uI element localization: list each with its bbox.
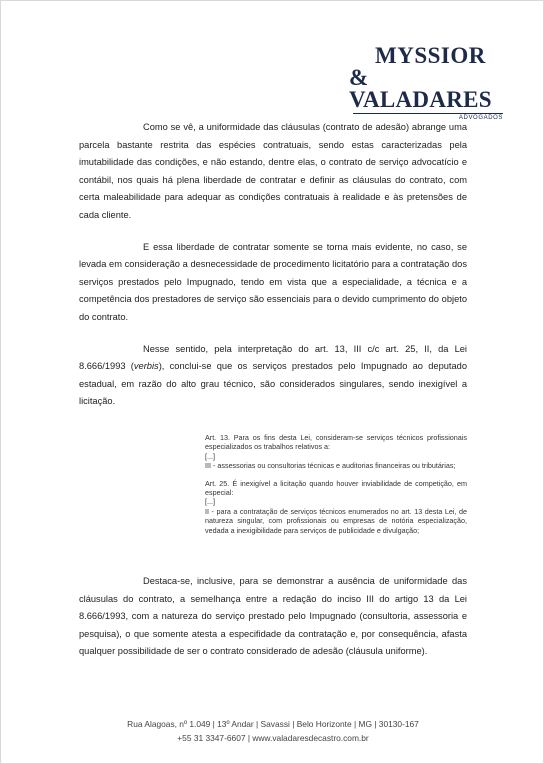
art13-heading: Art. 13. Para os fins desta Lei, consideram-se serviços técnicos profissionais especializados os trabalhos relativos a: <box>205 433 467 452</box>
paragraph-3 <box>79 341 467 411</box>
art13-ellipsis: [...] <box>205 451 215 461</box>
paragraph-3-italic: verbis <box>133 361 159 372</box>
footer-address: Rua Alagoas, nº 1.049 | 13º Andar | Savassi | Belo Horizonte | MG | 30130-167 <box>127 719 419 729</box>
paragraph-1 <box>79 119 467 225</box>
paragraph-2 <box>79 239 467 327</box>
paragraph-4: Destaca-se, inclusive, para se demonstrar a ausência de uniformidade das cláusulas do contrato, a semelhança entre a redação do inciso III do artigo 13 da Lei 8.666/1993, com a natureza do serviço prestado pelo Impugnado (consultoria, assessoria e pesquisa), o que somente atesta a especifidade da contratação e, por consequência, afasta qualquer possibilidade de ser o contrato considerado de adesão (cláusula uniforme). <box>79 576 467 657</box>
art25-item: II - para a contratação de serviços técnicos enumerados no art. 13 desta Lei, de natureza singular, com profissionais ou empresas de notória especialização, vedada a inexigibilidade para serviços de publicidade e divulgação; <box>205 506 467 535</box>
logo-line-1: MYSSIOR <box>375 43 486 68</box>
logo-divider <box>353 113 503 114</box>
footer-contact: +55 31 3347-6607 | www.valadaresdecastro.com.br <box>177 733 369 743</box>
art25-ellipsis: [...] <box>205 497 215 507</box>
body-text <box>79 119 467 425</box>
logo-line-2: & VALADARES <box>349 65 492 112</box>
closing-text <box>79 573 467 661</box>
paragraph-2-text: E essa liberdade de contratar somente se torna mais evidente, no caso, se levada em consideração a desnecessidade de procedimento licitatório para a contratação dos serviços prestados pelo Impugnado, tendo em vista que a especialidade, a técnica e a competência dos prestadores de serviço são essenciais para o devido cumprimento do objeto do contrato. <box>79 241 467 322</box>
page-footer <box>1 717 544 745</box>
legal-citation-block <box>205 433 467 535</box>
paragraph-3-text-start: Nesse sentido, pela interpretação do art. 13, III c/c art. 25, II, da Lei 8.666/1993 ( <box>79 343 467 372</box>
art13-item: III - assessorias ou consultorias técnicas e auditorias financeiras ou tributárias; <box>205 461 456 471</box>
paragraph-1-text: Como se vê, a uniformidade das cláusulas (contrato de adesão) abrange uma parcela bastante restrita das espécies contratuais, sendo estas caracterizadas pela imutabilidade das condições, e não estando, dentre elas, o contrato de serviço advocatício e contábil, nos quais há plena liberdade de contratar e definir as cláusulas do contrato, com certa maleabilidade para adequar as condições contratuais à realidade e às pretensões de cada cliente. <box>79 122 467 220</box>
art25-heading: Art. 25. É inexigível a licitação quando houver inviabilidade de competição, em especial: <box>205 478 467 498</box>
paragraph-3-text-end: ), conclui-se que os serviços prestados pelo Impugnado ao deputado estadual, em razão do alto grau técnico, são considerados singulares, sendo inexigível a licitação. <box>79 361 467 407</box>
firm-logo <box>349 45 509 121</box>
logo-subtitle: ADVOGADOS <box>458 115 503 121</box>
